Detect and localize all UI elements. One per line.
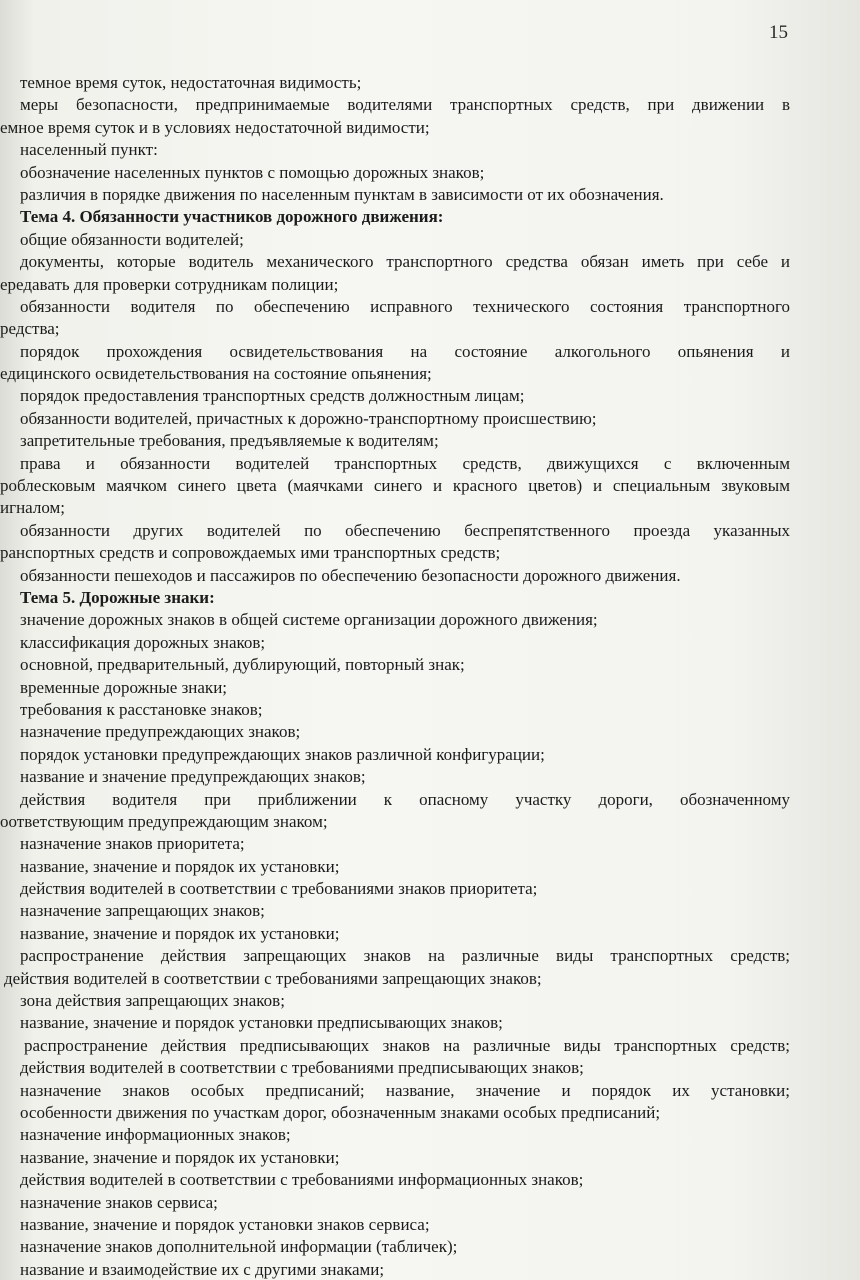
text-line: порядок прохождения освидетельствования на состояние алкогольного опьянения и: [20, 341, 790, 361]
topic-heading: Тема 5. Дорожные знаки:: [20, 587, 215, 607]
text-line: назначение знаков особых предписаний; название, значение и порядок их установки;: [20, 1080, 790, 1100]
text-line: основной, предварительный, дублирующий, повторный знак;: [20, 655, 465, 675]
page-number: 15: [769, 22, 788, 43]
text-line: требования к расстановке знаков;: [20, 699, 263, 719]
text-line: назначение знаков дополнительной информации (табличек);: [20, 1237, 458, 1257]
text-line: редства;: [0, 319, 60, 339]
text-line: значение дорожных знаков в общей системе организации дорожного движения;: [20, 610, 598, 630]
text-line: темное время суток, недостаточная видимость;: [20, 73, 362, 92]
text-line: назначение информационных знаков;: [20, 1125, 291, 1145]
text-line: порядок предоставления транспортных средств должностным лицам;: [20, 386, 525, 406]
text-line: населенный пункт:: [20, 140, 158, 160]
text-line: ередавать для проверки сотрудникам полиции;: [0, 274, 339, 294]
text-line: емное время суток и в условиях недостаточной видимости;: [0, 117, 430, 137]
text-line: название, значение и порядок их установки;: [20, 1147, 340, 1167]
text-line: документы, которые водитель механического транспортного средства обязан иметь при себе и: [20, 252, 790, 272]
text-line: права и обязанности водителей транспортных средств, движущихся с включенным: [20, 453, 790, 473]
text-line: действия водителей в соответствии с требованиями запрещающих знаков;: [4, 968, 542, 988]
text-line: действия водителя при приближении к опасному участку дороги, обозначенному: [20, 789, 790, 809]
text-line: общие обязанности водителей;: [20, 229, 244, 249]
text-line: название и значение предупреждающих знаков;: [20, 767, 366, 787]
text-line: назначение знаков приоритета;: [20, 834, 245, 854]
text-line: особенности движения по участкам дорог, обозначенным знаками особых предписаний;: [20, 1102, 661, 1122]
text-line: обозначение населенных пунктов с помощью дорожных знаков;: [20, 162, 485, 182]
text-line: ранспортных средств и сопровождаемых ими транспортных средств;: [0, 543, 501, 563]
text-line: обязанности водителя по обеспечению исправного технического состояния транспортного: [20, 296, 790, 316]
text-line: едицинского освидетельствования на состояние опьянения;: [0, 364, 432, 384]
text-line: распространение действия запрещающих знаков на различные виды транспортных средств;: [20, 946, 790, 966]
text-line: зона действия запрещающих знаков;: [20, 991, 285, 1011]
text-line: игналом;: [0, 498, 66, 518]
text-line: действия водителей в соответствии с требованиями знаков приоритета;: [20, 879, 538, 899]
text-line: различия в порядке движения по населенным пунктам в зависимости от их обозначения.: [20, 184, 664, 204]
text-line: название, значение и порядок установки знаков сервиса;: [20, 1214, 430, 1234]
text-line: меры безопасности, предпринимаемые водителями транспортных средств, при движении в: [20, 95, 790, 115]
text-line: действия водителей в соответствии с требованиями информационных знаков;: [20, 1170, 584, 1190]
text-line: роблесковым маячком синего цвета (маячками синего и красного цветов) и специальным звуковым: [0, 476, 790, 496]
text-line: название, значение и порядок их установки;: [20, 856, 340, 876]
text-line: действия водителей в соответствии с требованиями предписывающих знаков;: [20, 1058, 584, 1078]
text-line: запретительные требования, предъявляемые к водителям;: [20, 431, 439, 451]
text-line: обязанности водителей, причастных к дорожно-транспортному происшествию;: [20, 408, 597, 428]
text-line: оответствующим предупреждающим знаком;: [0, 811, 328, 831]
text-line: классификация дорожных знаков;: [20, 632, 266, 652]
text-line: название и взаимодействие их с другими знаками;: [20, 1259, 385, 1279]
text-line: название, значение и порядок их установки;: [20, 923, 340, 943]
text-line: назначение знаков сервиса;: [20, 1192, 218, 1212]
text-line: назначение предупреждающих знаков;: [20, 722, 301, 742]
text-line: название, значение и порядок установки предписывающих знаков;: [20, 1013, 503, 1033]
text-line: временные дорожные знаки;: [20, 677, 228, 697]
document-body: [0, 72, 790, 1280]
text-line: назначение запрещающих знаков;: [20, 901, 265, 921]
text-line: обязанности других водителей по обеспечению беспрепятственного проезда указанных: [20, 520, 790, 540]
text-line: порядок установки предупреждающих знаков различной конфигурации;: [20, 744, 545, 764]
text-line: обязанности пешеходов и пассажиров по обеспечению безопасности дорожного движения.: [20, 565, 681, 585]
topic-heading: Тема 4. Обязанности участников дорожного движения:: [20, 207, 444, 227]
text-line: распространение действия предписывающих знаков на различные виды транспортных средств;: [24, 1035, 790, 1055]
